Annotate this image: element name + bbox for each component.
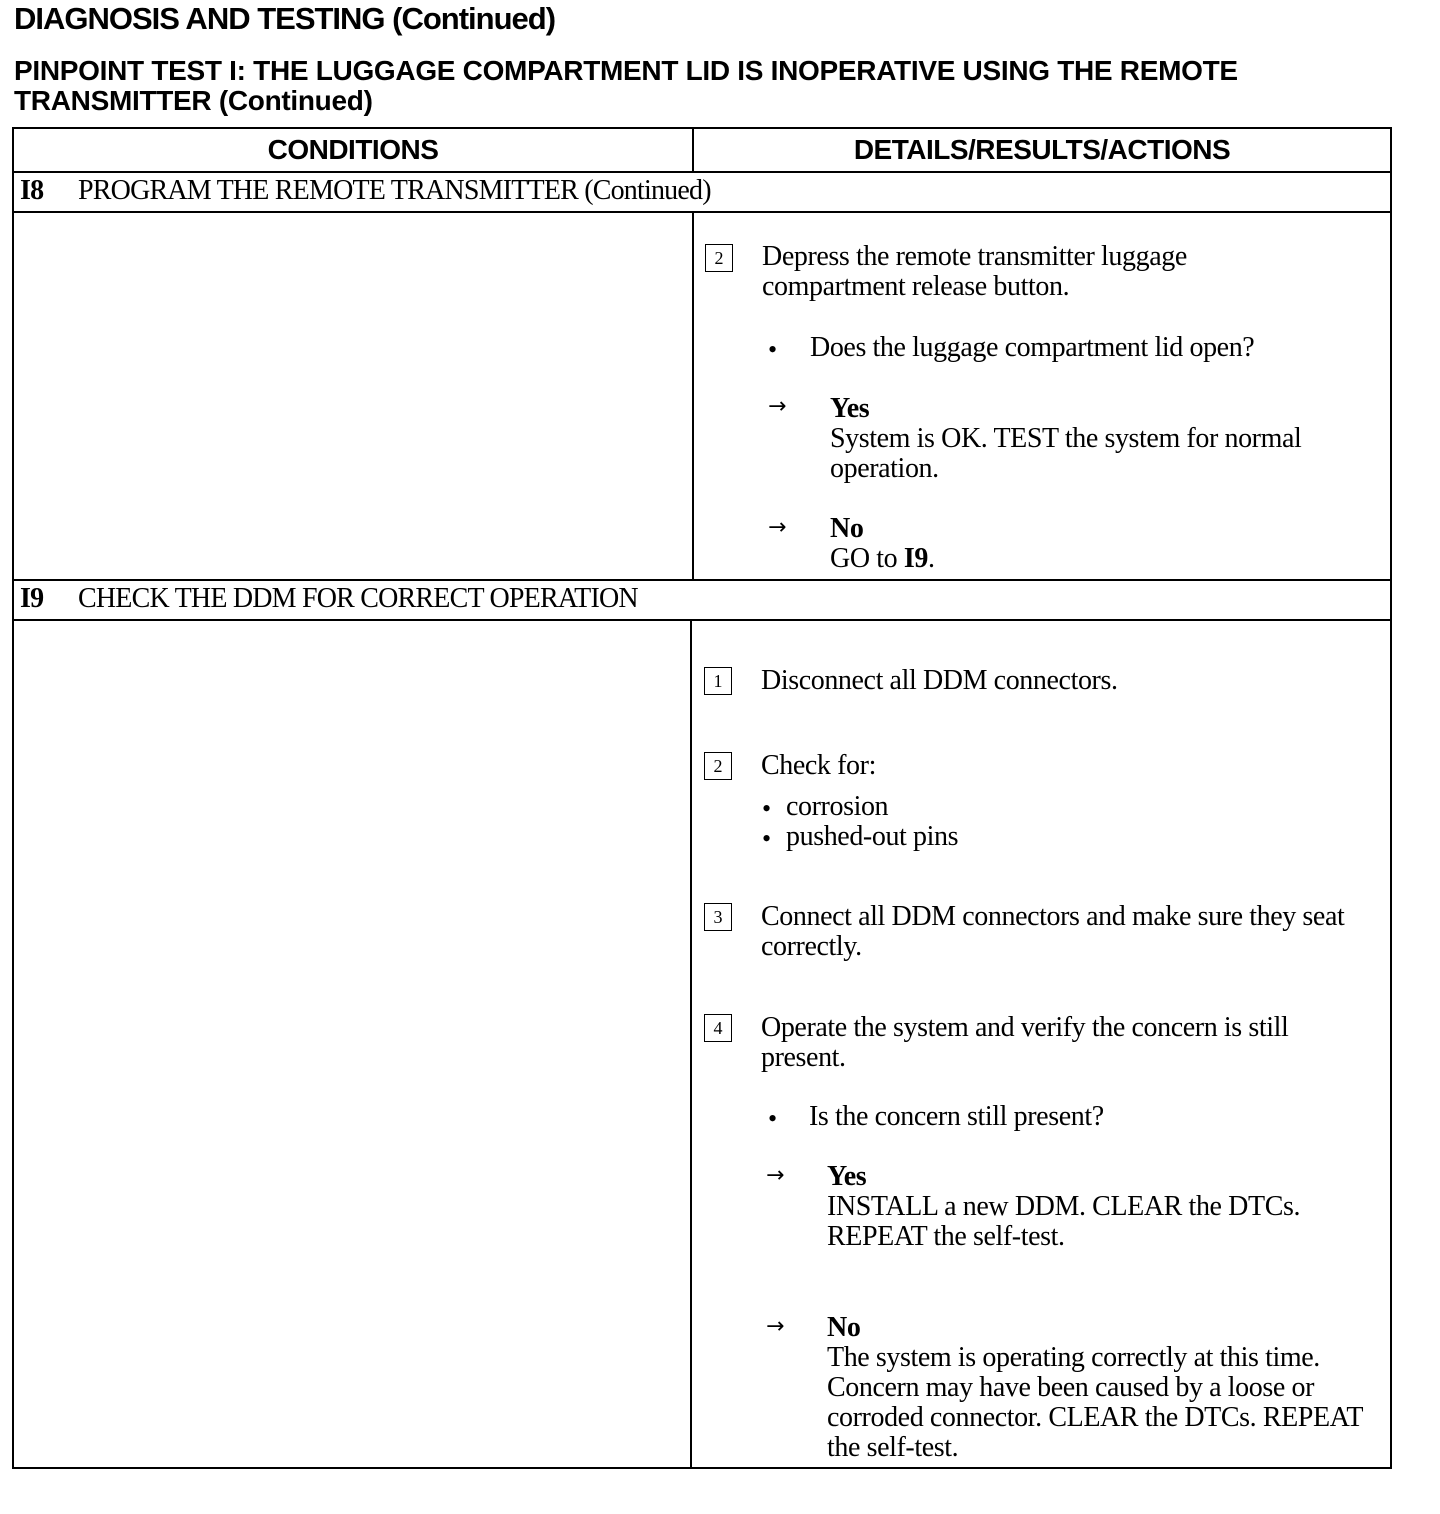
i9-column-divider <box>690 619 692 1469</box>
goto-step-link[interactable]: I9 <box>903 543 928 574</box>
arrow-right-icon: → <box>766 1314 785 1339</box>
no-label: No <box>827 1312 861 1343</box>
i9-title-divider <box>14 619 1390 621</box>
action-text: Check for: <box>761 750 876 781</box>
action-text: Depress the remote transmitter luggage compartment release button. <box>762 241 1187 302</box>
bullet-icon: • <box>768 1104 778 1133</box>
step-number-box: 3 <box>704 903 732 931</box>
action-text: Operate the system and verify the concern is still present. <box>761 1012 1289 1073</box>
yes-action-text: System is OK. TEST the system for normal operation. <box>830 423 1302 484</box>
yes-label: Yes <box>830 393 870 424</box>
i8-column-divider <box>692 211 694 579</box>
no-action-text <box>830 544 935 574</box>
step-i8-heading <box>20 173 711 209</box>
bullet-icon: • <box>768 335 778 364</box>
page-title: DIAGNOSIS AND TESTING (Continued) <box>14 1 556 36</box>
arrow-right-icon: → <box>768 515 787 540</box>
pinpoint-test-table <box>12 127 1392 1469</box>
step-number-box: 4 <box>704 1014 732 1042</box>
step-i9-title: CHECK THE DDM FOR CORRECT OPERATION <box>78 583 638 614</box>
check-item: corrosion <box>786 791 889 822</box>
step-number-box: 1 <box>704 667 732 695</box>
yes-label: Yes <box>827 1161 867 1192</box>
no-label: No <box>830 513 864 544</box>
step-i9-heading <box>20 581 638 617</box>
action-text: Connect all DDM connectors and make sure they seat correctly. <box>761 901 1345 962</box>
step-i8-id: I8 <box>20 175 44 206</box>
step-i8-title: PROGRAM THE REMOTE TRANSMITTER (Continued) <box>78 175 711 206</box>
no-action-suffix: . <box>927 543 935 574</box>
step-i9-id: I9 <box>20 583 44 614</box>
question-text: Is the concern still present? <box>809 1101 1104 1132</box>
step-number-box: 2 <box>705 244 733 272</box>
question-text: Does the luggage compartment lid open? <box>810 332 1255 363</box>
step-number-box: 2 <box>704 752 732 780</box>
check-item: pushed-out pins <box>786 821 959 852</box>
no-action-prefix: GO to <box>830 543 898 574</box>
pinpoint-test-title: PINPOINT TEST I: THE LUGGAGE COMPARTMENT LID IS INOPERATIVE USING THE REMOTE TRANSMITTER (Continued) <box>14 55 1238 116</box>
conditions-header: CONDITIONS <box>267 134 439 165</box>
arrow-right-icon: → <box>768 394 787 419</box>
action-text: Disconnect all DDM connectors. <box>761 665 1118 696</box>
bullet-icon: • <box>762 824 772 853</box>
i8-title-divider <box>14 211 1390 213</box>
details-header: DETAILS/RESULTS/ACTIONS <box>853 134 1231 165</box>
no-action-text: The system is operating correctly at this time. Concern may have been caused by a loose or corroded connector. CLEAR the DTCs. REPEAT the self-test. <box>827 1342 1363 1463</box>
yes-action-text: INSTALL a new DDM. CLEAR the DTCs. REPEAT the self-test. <box>827 1191 1301 1252</box>
bullet-icon: • <box>762 794 772 823</box>
arrow-right-icon: → <box>766 1163 785 1188</box>
